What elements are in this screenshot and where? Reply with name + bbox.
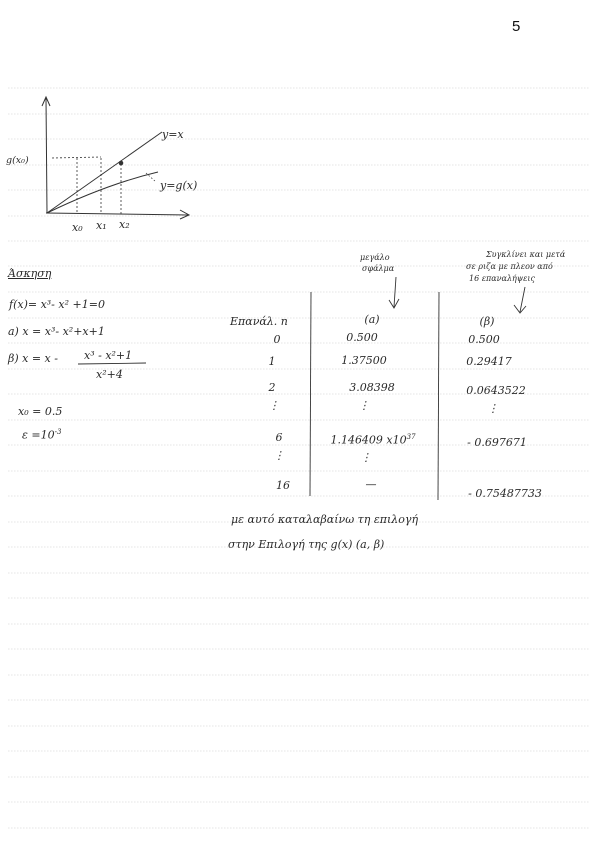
method-b-prefix: β) x = x -: [8, 352, 58, 365]
note-b-line2: σε ριζα με πλεον από: [466, 262, 553, 271]
initial-x0: x₀ = 0.5: [18, 405, 63, 418]
conclusion-line2: στην Επιλογή της g(x) (a, β): [228, 538, 385, 551]
row-2-n: 2: [268, 381, 276, 394]
row-6-a: —: [365, 478, 377, 491]
note-b-line3: 16 επαναλήψεις: [469, 274, 535, 283]
note-a-line2: σφάλμα: [362, 264, 395, 273]
row-1-a: 1.37500: [341, 354, 387, 367]
row-2-b: 0.0643522: [466, 384, 526, 397]
row-1-b: 0.29417: [466, 355, 512, 368]
exercise-title: Άσκηση: [8, 267, 52, 280]
row-0-n: 0: [273, 333, 281, 346]
exercise-equation: f(x)= x³- x² +1=0: [9, 298, 105, 311]
row-3-b: ⋮: [487, 402, 499, 415]
conclusion-line1: με αυτό καταλαβαίνω τη επιλογή: [231, 513, 419, 526]
table-header-a: (a): [364, 313, 380, 326]
row-3-n: ⋮: [268, 399, 280, 412]
row-5-a: ⋮: [360, 451, 372, 464]
tolerance-epsilon: $\varepsilon =10^{-3}$: [22, 428, 62, 442]
label-x0: x₀: [72, 221, 83, 234]
method-b-numerator: x³ - x²+1: [84, 349, 133, 362]
row-4-n: 6: [275, 431, 283, 444]
label-y-equals-x: y=x: [162, 128, 184, 141]
row-6-b: - 0.75487733: [468, 487, 542, 500]
row-3-a: ⋮: [358, 399, 370, 412]
label-x1: x₁: [96, 219, 107, 232]
row-4-b: - 0.697671: [467, 436, 527, 449]
label-x2: x₂: [119, 218, 130, 231]
note-a-line1: μεγάλο: [360, 253, 390, 262]
row-1-n: 1: [268, 355, 276, 368]
label-y-equals-g: y=g(x): [160, 179, 198, 192]
note-b-line1: Συγκλίνει και μετά: [486, 250, 566, 259]
row-0-b: 0.500: [468, 333, 500, 346]
method-a: a) x = x³- x²+x+1: [8, 325, 105, 338]
row-2-a: 3.08398: [349, 381, 395, 394]
page-number: 5: [512, 18, 521, 35]
method-b-denominator: x²+4: [96, 368, 123, 381]
row-4-a: 1.146409 $x10^{37}$: [330, 433, 416, 447]
row-6-n: 16: [276, 479, 290, 492]
row-0-a: 0.500: [346, 331, 378, 344]
label-g-of-x0: g(x₀): [6, 155, 29, 166]
row-5-n: ⋮: [273, 449, 285, 462]
table-header-iteration: Επανάλ. n: [230, 315, 288, 328]
table-header-b: (β): [479, 315, 495, 328]
